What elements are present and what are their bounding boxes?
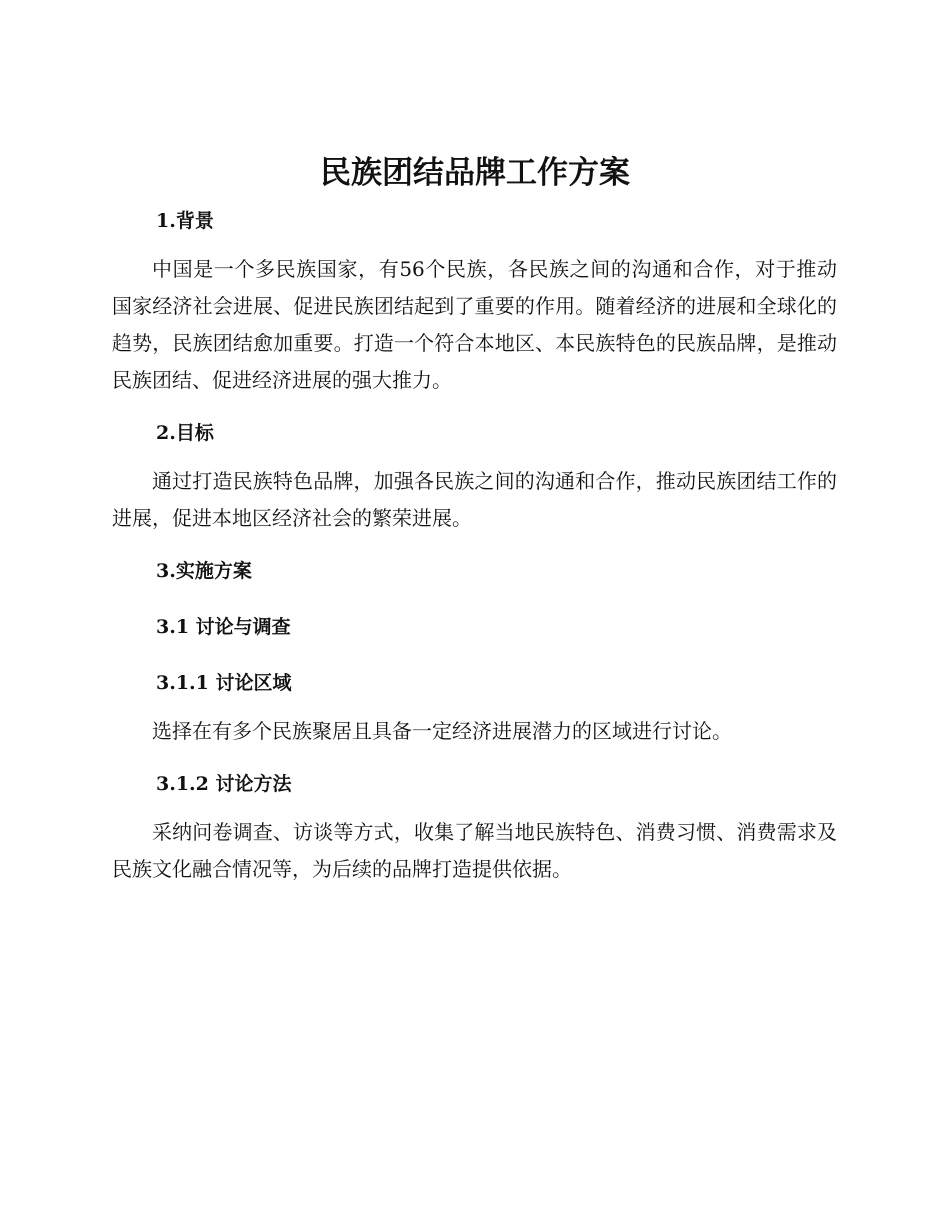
section-heading-goal: 2.目标 [156, 422, 214, 444]
paragraph-background: 中国是一个多民族国家，有56个民族，各民族之间的沟通和合作，对于推动国家经济社会进展、促进民族团结起到了重要的作用。随着经济的进展和全球化的趋势，民族团结愈加重要。打造一个符合本地区、本民族特色的民族品牌，是推动民族团结、促进经济进展的强大推力。 [112, 257, 837, 392]
paragraph-method: 采纳问卷调查、访谈等方式，收集了解当地民族特色、消费习惯、消费需求及民族文化融合情况等，为后续的品牌打造提供依据。 [112, 820, 837, 881]
section-heading-research: 3.1 讨论与调查 [156, 616, 291, 638]
document-title: 民族团结品牌工作方案 [320, 155, 630, 191]
section-heading-plan: 3.实施方案 [156, 560, 252, 582]
section-heading-method: 3.1.2 讨论方法 [156, 773, 292, 795]
paragraph-area: 选择在有多个民族聚居且具备一定经济进展潜力的区域进行讨论。 [152, 719, 732, 743]
section-heading-background: 1.背景 [156, 210, 214, 232]
paragraph-goal: 通过打造民族特色品牌，加强各民族之间的沟通和合作，推动民族团结工作的进展，促进本地区经济社会的繁荣进展。 [112, 469, 837, 530]
document-body [112, 199, 837, 888]
section-heading-area: 3.1.1 讨论区域 [156, 672, 292, 694]
